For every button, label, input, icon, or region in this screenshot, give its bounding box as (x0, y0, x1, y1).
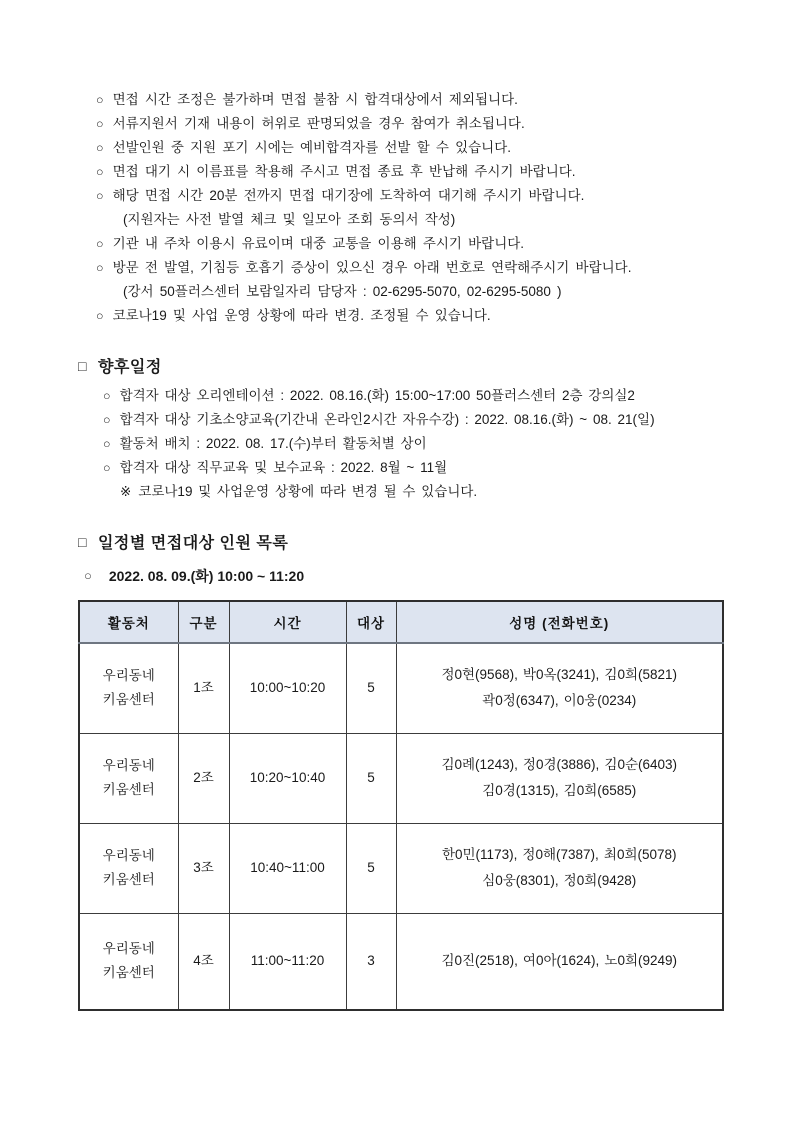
group-cell: 2조 (178, 733, 229, 823)
group-cell: 1조 (178, 643, 229, 733)
table-header-row (79, 601, 723, 643)
note-text: 면접 시간 조정은 불가하며 면접 불참 시 합격대상에서 제외됩니다. (112, 92, 518, 107)
count-cell: 5 (346, 643, 396, 733)
names-cell (396, 733, 723, 823)
column-header-site: 활동처 (79, 601, 178, 643)
section-heading-interview-roster (78, 530, 743, 553)
schedule-item (78, 408, 743, 432)
time-cell: 10:40~11:00 (229, 823, 346, 913)
circle-bullet-icon: ○ (103, 389, 111, 403)
note-text: 해당 면접 시간 20분 전까지 면접 대기장에 도착하여 대기해 주시기 바랍니다. (112, 188, 585, 203)
site-cell: 우리동네 키움센터 (79, 643, 178, 733)
square-marker-icon: □ (78, 533, 87, 550)
group-cell: 4조 (178, 913, 229, 1010)
names-line: 한0민(1173), 정0해(7387), 최0희(5078) (441, 847, 677, 862)
circle-bullet-icon: ○ (96, 309, 104, 323)
circle-bullet-icon: ○ (103, 461, 111, 475)
circle-bullet-icon: ○ (96, 261, 104, 275)
circle-bullet-icon: ○ (96, 189, 104, 203)
time-cell: 10:20~10:40 (229, 733, 346, 823)
note-item (78, 112, 743, 136)
note-text: 코로나19 및 사업 운영 상황에 따라 변경. 조정될 수 있습니다. (112, 308, 491, 323)
note-text: 방문 전 발열, 기침등 호흡기 증상이 있으신 경우 아래 번호로 연락해주시기 바랍니다. (112, 260, 632, 275)
square-marker-icon: □ (78, 357, 87, 374)
group-cell: 3조 (178, 823, 229, 913)
reference-note-text: 코로나19 및 사업운영 상황에 따라 변경 될 수 있습니다. (138, 484, 478, 499)
names-cell (396, 823, 723, 913)
circle-bullet-icon: ○ (96, 117, 104, 131)
schedule-text: 활동처 배치 : 2022. 08. 17.(수)부터 활동처별 상이 (119, 436, 427, 451)
site-cell: 우리동네 키움센터 (79, 733, 178, 823)
table-row (79, 913, 723, 1010)
note-text: 서류지원서 기재 내용이 허위로 판명되었을 경우 참여가 취소됩니다. (112, 116, 525, 131)
column-header-names: 성명 (전화번호) (396, 601, 723, 643)
schedule-reference-note (120, 480, 743, 504)
table-row (79, 733, 723, 823)
session-datetime: 2022. 08. 09.(화) 10:00 ~ 11:20 (108, 568, 305, 584)
schedule-item (78, 384, 743, 408)
note-text: 선발인원 중 지원 포기 시에는 예비합격자를 선발 할 수 있습니다. (112, 140, 512, 155)
schedule-item (78, 456, 743, 480)
table-row (79, 823, 723, 913)
note-item (78, 256, 743, 280)
circle-bullet-icon: ○ (96, 93, 104, 107)
names-line: 김0진(2518), 여0아(1624), 노0희(9249) (441, 953, 678, 969)
note-text: 기관 내 주차 이용시 유료이며 대중 교통을 이용해 주시기 바랍니다. (112, 236, 525, 251)
column-header-count: 대상 (346, 601, 396, 643)
note-subtext: (지원자는 사전 발열 체크 및 일모아 조회 동의서 작성) (123, 212, 456, 227)
time-cell: 11:00~11:20 (229, 913, 346, 1010)
schedule-item (78, 432, 743, 456)
note-text: 면접 대기 시 이름표를 착용해 주시고 면접 종료 후 반납해 주시기 바랍니다. (112, 164, 576, 179)
site-cell: 우리동네 키움센터 (79, 913, 178, 1010)
interview-roster-table (78, 600, 724, 1011)
reference-mark-icon: ※ (120, 484, 132, 499)
section-title: 일정별 면접대상 인원 목록 (97, 535, 289, 552)
note-subtext: (강서 50플러스센터 보람일자리 담당자 : 02-6295-5070, 02-6295-5080 ) (123, 284, 562, 299)
column-header-group: 구분 (178, 601, 229, 643)
time-cell: 10:00~10:20 (229, 643, 346, 733)
count-cell: 5 (346, 733, 396, 823)
names-line: 김0례(1243), 정0경(3886), 김0순(6403) (441, 757, 678, 772)
table-row (79, 643, 723, 733)
note-item (78, 184, 743, 208)
names-line: 김0경(1315), 김0희(6585) (482, 783, 637, 798)
note-item (78, 88, 743, 112)
section-title: 향후일정 (97, 359, 162, 376)
site-cell: 우리동네 키움센터 (79, 823, 178, 913)
schedule-text: 합격자 대상 기초소양교육(기간내 온라인2시간 자유수강) : 2022. 08.16.(화) ~ 08. 21(일) (119, 412, 655, 427)
schedule-text: 합격자 대상 오리엔테이션 : 2022. 08.16.(화) 15:00~17:00 50플러스센터 2층 강의실2 (119, 388, 635, 403)
count-cell: 5 (346, 823, 396, 913)
names-line: 심0웅(8301), 정0희(9428) (482, 873, 637, 888)
note-item (78, 160, 743, 184)
interview-notes-list (78, 88, 743, 328)
schedule-text: 합격자 대상 직무교육 및 보수교육 : 2022. 8월 ~ 11월 (119, 460, 448, 475)
names-cell (396, 643, 723, 733)
names-cell (396, 913, 723, 1010)
circle-bullet-icon: ○ (96, 237, 104, 251)
future-schedule-list (78, 384, 743, 504)
note-item (78, 136, 743, 160)
names-line: 정0현(9568), 박0옥(3241), 김0희(5821) (441, 667, 678, 683)
names-line: 곽0정(6347), 이0웅(0234) (482, 693, 637, 709)
column-header-time: 시간 (229, 601, 346, 643)
circle-bullet-icon: ○ (96, 165, 104, 179)
circle-bullet-icon: ○ (103, 413, 111, 427)
circle-bullet-icon: ○ (96, 141, 104, 155)
session-datetime-line (78, 564, 743, 588)
circle-bullet-icon: ○ (103, 437, 111, 451)
note-item (78, 304, 743, 328)
count-cell: 3 (346, 913, 396, 1010)
circle-bullet-icon: ○ (84, 568, 92, 583)
section-heading-future-schedule (78, 354, 743, 377)
note-item (78, 232, 743, 256)
